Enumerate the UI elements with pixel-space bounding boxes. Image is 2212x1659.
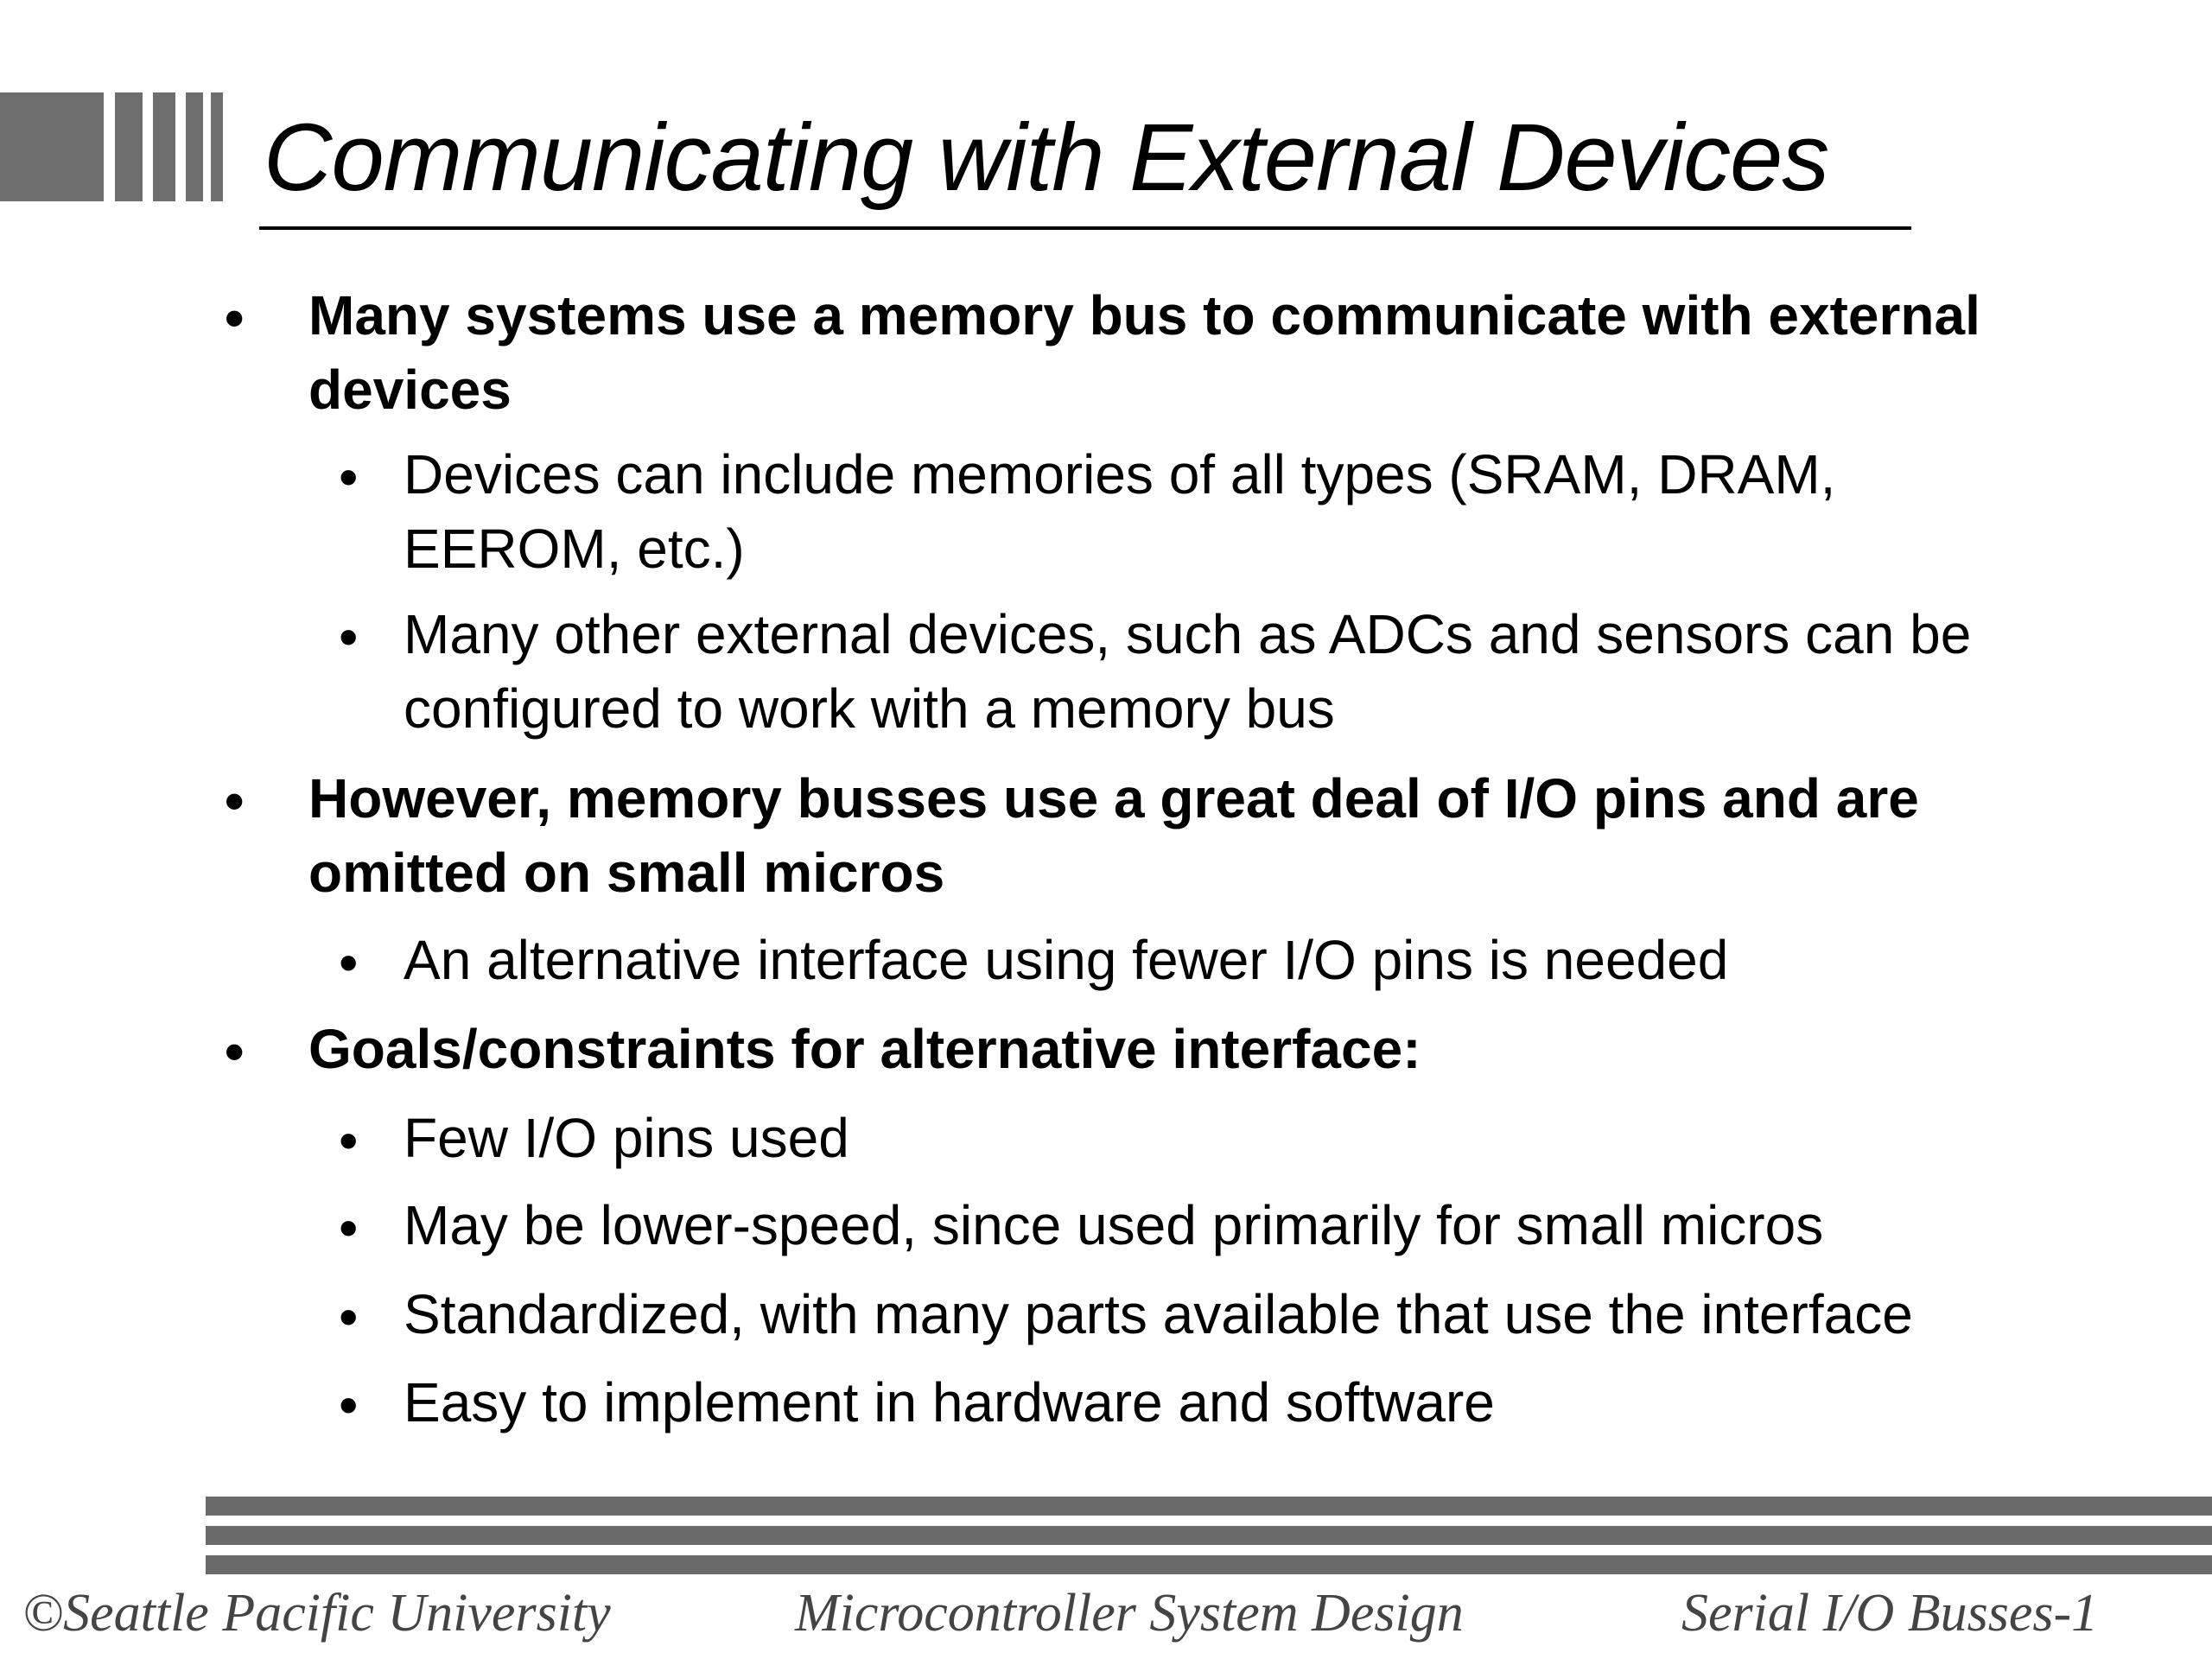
decor-bar xyxy=(186,92,203,201)
sub-bullet-item xyxy=(339,1101,849,1175)
bullet-text: Goals/constraints for alternative interface: xyxy=(308,1018,1421,1080)
sub-bullet-text: Devices can include memories of all types (SRAM, DRAM, xyxy=(404,443,1836,505)
bullet-dot: • xyxy=(339,1286,359,1348)
bullet-item xyxy=(225,1012,1421,1086)
bullet-item xyxy=(225,278,1980,427)
sub-bullet-text: Standardized, with many parts available that use the interface xyxy=(404,1283,1913,1345)
bullet-dot: • xyxy=(339,1109,359,1172)
footer-stripe xyxy=(206,1526,2212,1545)
sub-bullet-text: Many other external devices, such as ADCs and sensors can be xyxy=(404,603,1972,665)
sub-bullet-text: configured to work with a memory bus xyxy=(404,677,1335,740)
bullet-dot: • xyxy=(339,931,359,994)
sub-bullet-item xyxy=(339,1277,1913,1351)
footer-stripe xyxy=(206,1555,2212,1574)
sub-bullet-item xyxy=(339,1365,1495,1440)
sub-bullet-item xyxy=(339,437,1836,586)
footer-slide-id: Serial I/O Busses-1 xyxy=(1681,1584,2099,1643)
bullet-dot: • xyxy=(339,446,359,508)
title-underline xyxy=(259,226,1911,230)
bullet-dot: • xyxy=(225,1020,245,1083)
footer-stripe xyxy=(206,1497,2212,1516)
bullet-item xyxy=(225,761,1919,910)
footer-copyright: ©Seattle Pacific University xyxy=(22,1584,611,1643)
sub-bullet-item xyxy=(339,1188,1824,1262)
bullet-dot: • xyxy=(339,1197,359,1259)
bullet-text: Many systems use a memory bus to communicate with external xyxy=(308,284,1980,346)
footer-course-title: Microcontroller System Design xyxy=(795,1584,1464,1643)
sub-bullet-item xyxy=(339,923,1729,997)
bullet-dot: • xyxy=(339,606,359,668)
title-decoration xyxy=(0,92,233,201)
bullet-text: omitted on small micros xyxy=(308,842,945,904)
slide-title: Communicating with External Devices xyxy=(264,105,1829,211)
sub-bullet-text: An alternative interface using fewer I/O pins is needed xyxy=(404,929,1729,991)
decor-bar xyxy=(153,92,175,201)
sub-bullet-item xyxy=(339,597,1972,746)
decor-bar xyxy=(0,92,104,201)
sub-bullet-text: Easy to implement in hardware and software xyxy=(404,1371,1495,1433)
bullet-dot: • xyxy=(339,1374,359,1436)
bullet-text: However, memory busses use a great deal of I/O pins and are xyxy=(308,767,1919,830)
sub-bullet-text: EEROM, etc.) xyxy=(404,518,745,580)
bullet-dot: • xyxy=(225,770,245,832)
sub-bullet-text: Few I/O pins used xyxy=(404,1107,849,1169)
sub-bullet-text: May be lower-speed, since used primarily for small micros xyxy=(404,1194,1824,1256)
bullet-dot: • xyxy=(225,287,245,349)
decor-bar xyxy=(211,92,223,201)
decor-bar xyxy=(115,92,143,201)
bullet-text: devices xyxy=(308,359,512,421)
